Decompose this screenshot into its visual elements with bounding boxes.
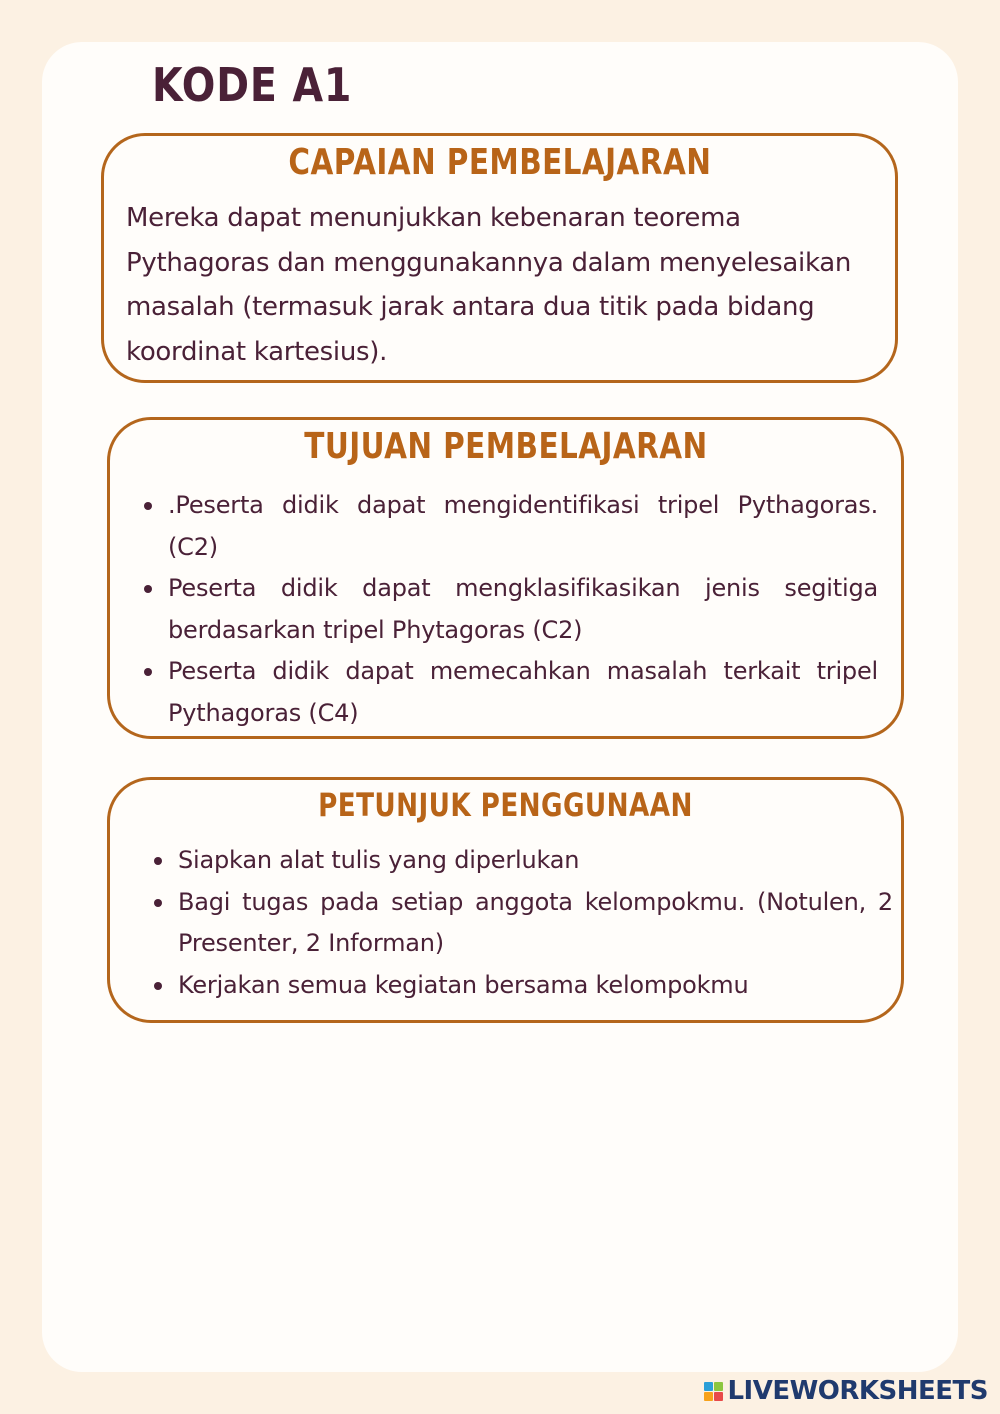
- page-title: KODE A1: [152, 58, 353, 112]
- petunjuk-list: [148, 840, 893, 1006]
- logo-square: [704, 1382, 713, 1391]
- list-item: Bagi tugas pada setiap anggota kelompokmu. (Notulen, 2 Presenter, 2 Informan): [148, 882, 893, 965]
- logo-square: [714, 1382, 723, 1391]
- liveworksheets-logo-icon: [704, 1382, 723, 1401]
- watermark-text: LIVEWORKSHEETS: [727, 1376, 988, 1406]
- capaian-text: Mereka dapat menunjukkan kebenaran teorema Pythagoras dan menggunakannya dalam menyelesaikan masalah (termasuk jarak antara dua titik pada bidang koordinat kartesius).: [126, 203, 852, 367]
- petunjuk-list-container: [148, 840, 893, 1006]
- list-item: Kerjakan semua kegiatan bersama kelompokmu: [148, 965, 893, 1007]
- petunjuk-heading: PETUNJUK PENGGUNAAN: [318, 786, 693, 824]
- logo-square: [704, 1392, 713, 1401]
- tujuan-card: [107, 417, 904, 739]
- list-item: Peserta didik dapat mengklasifikasikan jenis segitiga berdasarkan tripel Phytagoras (C2): [138, 568, 878, 651]
- capaian-card: [101, 133, 898, 383]
- liveworksheets-watermark: [704, 1376, 988, 1406]
- logo-square: [714, 1392, 723, 1401]
- list-item: Siapkan alat tulis yang diperlukan: [148, 840, 893, 882]
- tujuan-list: [138, 485, 878, 734]
- petunjuk-card: [107, 777, 904, 1023]
- list-item: Peserta didik dapat memecahkan masalah terkait tripel Pythagoras (C4): [138, 651, 878, 734]
- list-item: .Peserta didik dapat mengidentifikasi tripel Pythagoras. (C2): [138, 485, 878, 568]
- tujuan-heading: TUJUAN PEMBELAJARAN: [303, 426, 708, 467]
- capaian-heading: CAPAIAN PEMBELAJARAN: [288, 142, 711, 183]
- tujuan-list-container: [138, 485, 878, 734]
